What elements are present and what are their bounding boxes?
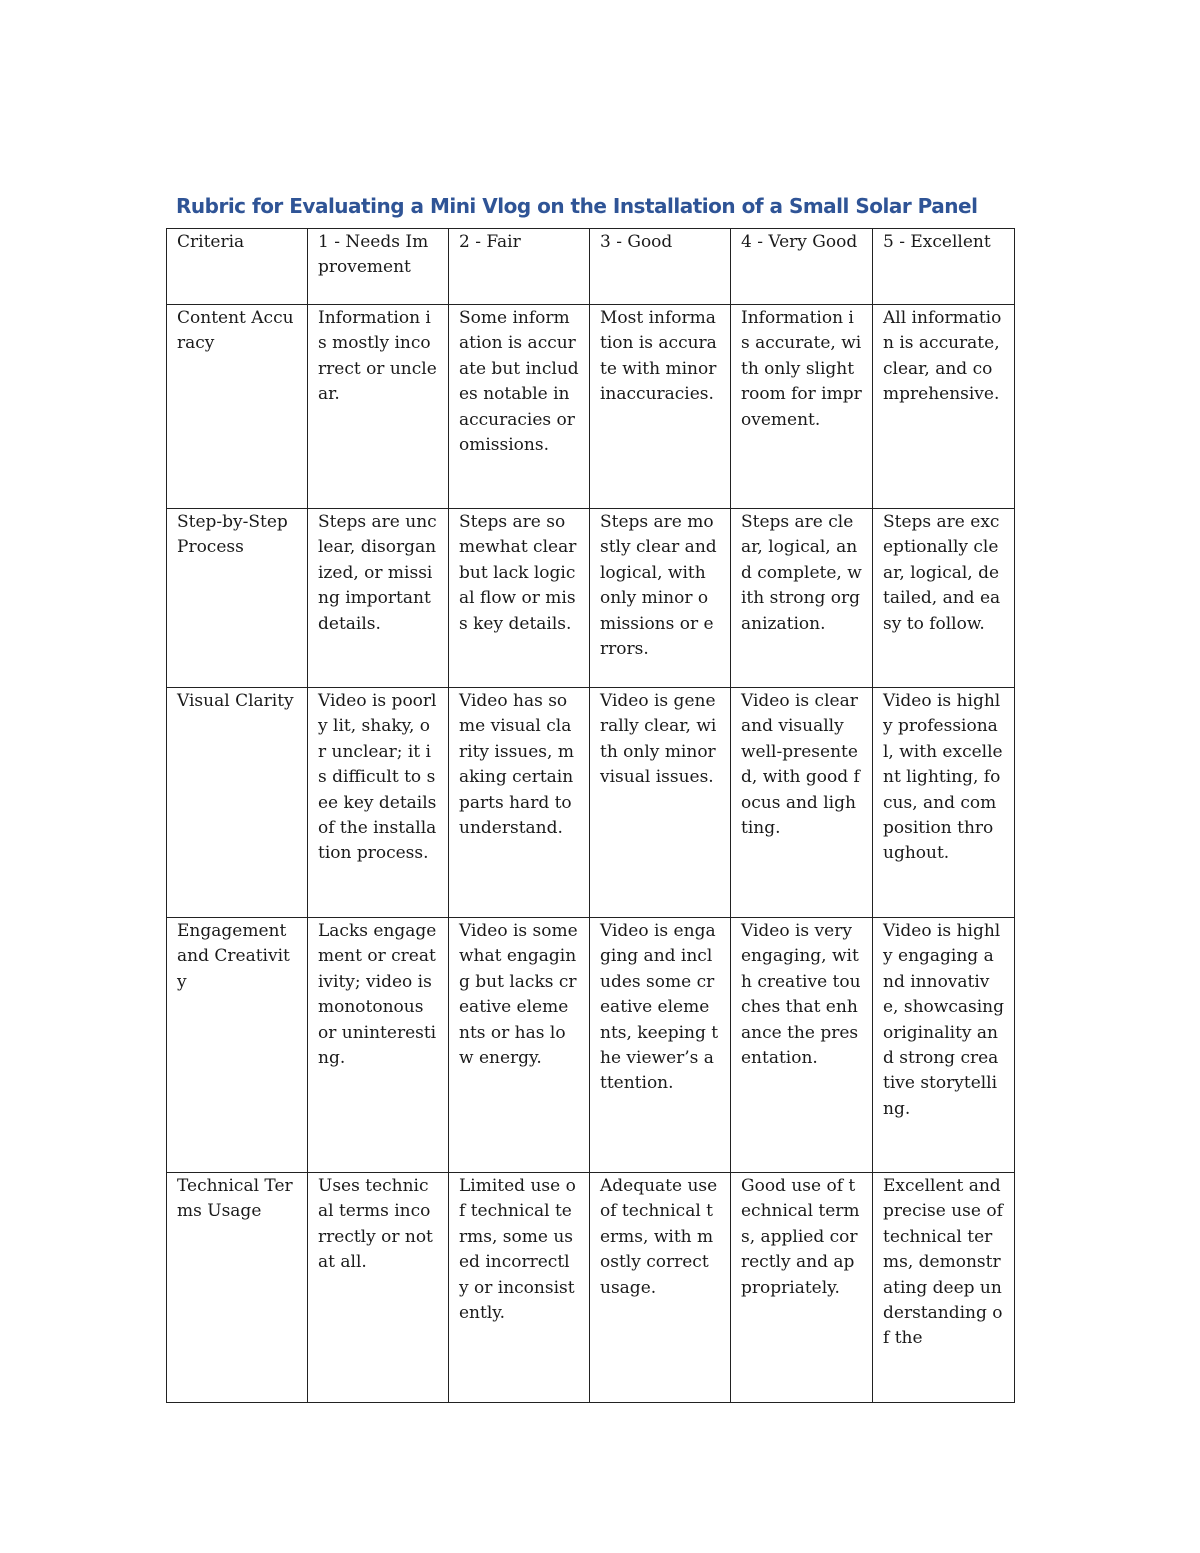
level-1-cell: Information is mostly incorrect or unclear. — [308, 305, 449, 509]
level-2-cell: Limited use of technical terms, some used incorrectly or inconsistently. — [449, 1173, 590, 1403]
criterion-cell: Technical Terms Usage — [167, 1173, 308, 1403]
level-5-cell: Video is highly professional, with excellent lighting, focus, and composition throughout. — [873, 688, 1015, 918]
table-row — [167, 918, 1015, 1173]
header-cell-level-1: 1 - Needs Improvement — [308, 229, 449, 305]
level-5-cell: Steps are exceptionally clear, logical, detailed, and easy to follow. — [873, 509, 1015, 688]
level-4-cell: Video is clear and visually well-presented, with good focus and lighting. — [731, 688, 873, 918]
criterion-cell: Step-by-Step Process — [167, 509, 308, 688]
level-4-cell: Steps are clear, logical, and complete, with strong organization. — [731, 509, 873, 688]
level-5-cell: Video is highly engaging and innovative, showcasing originality and strong creative storytelling. — [873, 918, 1015, 1173]
level-4-cell: Information is accurate, with only slight room for improvement. — [731, 305, 873, 509]
level-2-cell: Video is somewhat engaging but lacks creative elements or has low energy. — [449, 918, 590, 1173]
level-3-cell: Video is engaging and includes some creative elements, keeping the viewer’s attention. — [590, 918, 731, 1173]
level-4-cell: Good use of technical terms, applied correctly and appropriately. — [731, 1173, 873, 1403]
level-2-cell: Steps are somewhat clear but lack logical flow or miss key details. — [449, 509, 590, 688]
table-header-row — [167, 229, 1015, 305]
header-cell-level-3: 3 - Good — [590, 229, 731, 305]
table-row — [167, 688, 1015, 918]
header-cell-level-5: 5 - Excellent — [873, 229, 1015, 305]
criterion-cell: Engagement and Creativity — [167, 918, 308, 1173]
level-1-cell: Lacks engagement or creativity; video is monotonous or uninteresting. — [308, 918, 449, 1173]
criterion-cell: Visual Clarity — [167, 688, 308, 918]
header-cell-criteria: Criteria — [167, 229, 308, 305]
header-cell-level-2: 2 - Fair — [449, 229, 590, 305]
level-3-cell: Video is generally clear, with only minor visual issues. — [590, 688, 731, 918]
level-3-cell: Most information is accurate with minor inaccuracies. — [590, 305, 731, 509]
level-5-cell: All information is accurate, clear, and comprehensive. — [873, 305, 1015, 509]
level-1-cell: Video is poorly lit, shaky, or unclear; it is difficult to see key details of the installation process. — [308, 688, 449, 918]
header-cell-level-4: 4 - Very Good — [731, 229, 873, 305]
table-row — [167, 1173, 1015, 1403]
level-2-cell: Some information is accurate but includes notable inaccuracies or omissions. — [449, 305, 590, 509]
level-3-cell: Steps are mostly clear and logical, with only minor omissions or errors. — [590, 509, 731, 688]
level-3-cell: Adequate use of technical terms, with mostly correct usage. — [590, 1173, 731, 1403]
table-row — [167, 509, 1015, 688]
rubric-table — [166, 228, 1015, 1403]
document-title: Rubric for Evaluating a Mini Vlog on the Installation of a Small Solar Panel — [176, 194, 978, 218]
level-1-cell: Uses technical terms incorrectly or not at all. — [308, 1173, 449, 1403]
level-1-cell: Steps are unclear, disorganized, or missing important details. — [308, 509, 449, 688]
level-5-cell: Excellent and precise use of technical terms, demonstrating deep understanding of the — [873, 1173, 1015, 1403]
criterion-cell: Content Accuracy — [167, 305, 308, 509]
level-2-cell: Video has some visual clarity issues, making certain parts hard to understand. — [449, 688, 590, 918]
level-4-cell: Video is very engaging, with creative touches that enhance the presentation. — [731, 918, 873, 1173]
table-row — [167, 305, 1015, 509]
